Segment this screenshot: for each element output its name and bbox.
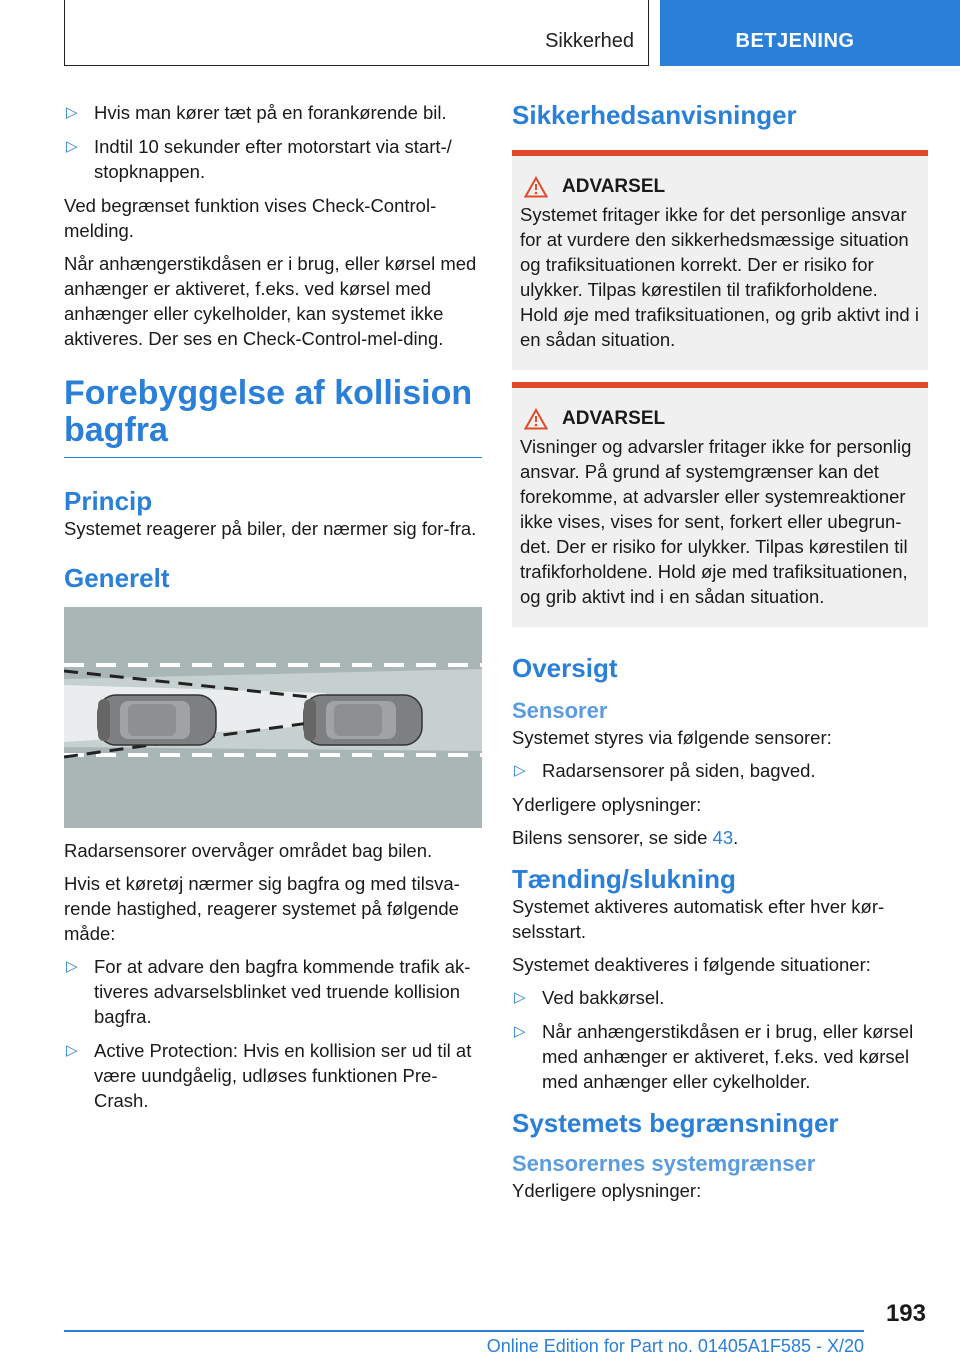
road-illustration-icon — [64, 607, 482, 828]
section-heading-overview: Oversigt — [512, 653, 618, 683]
bullet-list-deactivation — [512, 985, 928, 1094]
header-section: Sikkerhed — [545, 30, 634, 52]
triangle-bullet-icon: ▷ — [66, 138, 78, 155]
section-heading: Forebyggelse af kollision bagfra — [64, 375, 482, 458]
triangle-bullet-icon: ▷ — [514, 762, 526, 779]
list-item: ▷ Indtil 10 sekunder efter motorstart via start-/ stopknappen. — [66, 136, 452, 182]
footer-edition: Online Edition for Part no. 01405A1F585 - X/20 — [486, 1336, 864, 1356]
warning-header — [524, 176, 920, 198]
paragraph: Systemet aktiveres automatisk efter hver kør-selsstart. — [512, 896, 885, 942]
bullet-list-2 — [64, 954, 482, 1113]
paragraph: Systemet reagerer på biler, der nærmer sig for-fra. — [64, 518, 477, 539]
warning-text: Visninger og advarsler fritager ikke for personlig ansvar. På grund af systemgrænser kan det forekomme, at advarsler eller systemreaktioner ikke vises, vises for sent, forkert eller ubegrun-det. Der er risiko for ulykker. Tilpas kørestilen til trafikforholdene. Hold øje med trafiksituationen, og grib aktivt ind i en sådan situation. — [520, 436, 912, 607]
list-item: ▷ For at advare den bagfra kommende trafik ak-tiveres advarselsblinket ved truende kollision bagfra. — [66, 956, 471, 1027]
list-item: ▷ Hvis man kører tæt på en forankørende bil. — [66, 102, 447, 123]
list-item: ▷ Når anhængerstikdåsen er i brug, eller kørsel med anhænger er aktiveret, f.eks. ved kørsel med anhænger eller cykelholder. — [514, 1021, 914, 1092]
paragraph: Yderligere oplysninger: — [512, 1180, 702, 1201]
section-heading-ignition: Tænding/slukning — [512, 864, 736, 894]
paragraph: Radarsensorer overvåger området bag bilen. — [64, 840, 433, 861]
page-number: 193 — [885, 1300, 926, 1327]
triangle-bullet-icon: ▷ — [514, 1023, 526, 1040]
paragraph: Ved begrænset funktion vises Check-Control-melding. — [64, 195, 437, 241]
paragraph: Systemet styres via følgende sensorer: — [512, 727, 832, 748]
header-box — [64, 0, 649, 66]
warning-triangle-icon — [524, 408, 548, 430]
paragraph: Systemet deaktiveres i følgende situationer: — [512, 954, 871, 975]
warning-header — [524, 408, 920, 430]
paragraph: Hvis et køretøj nærmer sig bagfra og med tilsva-rende hastighed, reagerer systemet på følgende måde: — [64, 873, 460, 944]
footer-divider — [64, 1330, 864, 1332]
header-tab-label: BETJENING — [735, 30, 855, 52]
section-heading-safety: Sikkerhedsanvisninger — [512, 100, 797, 130]
header-tab[interactable] — [660, 0, 960, 66]
section-heading-limits: Systemets begrænsninger — [512, 1108, 839, 1138]
bullet-list-sensors — [512, 758, 928, 783]
paragraph: Når anhængerstikdåsen er i brug, eller kørsel med anhænger er aktiveret, f.eks. ved kørsel med anhænger eller cykelholder, kan systemet ikke aktiveres. Der ses en Check-Control-mel-ding. — [64, 253, 477, 349]
triangle-bullet-icon: ▷ — [66, 104, 78, 121]
paragraph-page-ref: Bilens sensorer, se side 43. — [512, 827, 739, 848]
list-item: ▷ Ved bakkørsel. — [514, 987, 665, 1008]
warning-triangle-icon — [524, 176, 548, 198]
right-column — [512, 100, 928, 1211]
warning-box — [512, 150, 928, 370]
subsection-heading: Generelt — [64, 563, 170, 593]
warning-text: Systemet fritager ikke for det personlige ansvar for at vurdere den sikkerhedsmæssige situation og trafiksituationen korrekt. Der er risiko for ulykker. Tilpas kørestilen til trafikforholdene. Hold øje med trafiksituationen, og grib aktivt ind i en sådan situation. — [520, 204, 919, 350]
warning-label: ADVARSEL — [562, 408, 666, 429]
list-item: ▷ Radarsensorer på siden, bagved. — [514, 760, 816, 781]
left-column — [64, 100, 482, 1122]
paragraph: Yderligere oplysninger: — [512, 794, 702, 815]
warning-label: ADVARSEL — [562, 176, 666, 197]
illustration-rear-radar — [64, 607, 482, 828]
triangle-bullet-icon: ▷ — [514, 989, 526, 1006]
subsection-heading: Princip — [64, 486, 153, 516]
list-item: ▷ Active Protection: Hvis en kollision ser ud til at være uundgåelig, udløses funktionen Pre-Crash. — [66, 1040, 472, 1111]
page-link[interactable]: 43 — [712, 827, 734, 848]
triangle-bullet-icon: ▷ — [66, 1042, 78, 1059]
warning-box — [512, 382, 928, 627]
subsection-heading-sensors: Sensorer — [512, 698, 608, 723]
bullet-list-1 — [64, 100, 482, 184]
triangle-bullet-icon: ▷ — [66, 958, 78, 975]
subsection-heading-sensor-limits: Sensorernes systemgrænser — [512, 1151, 816, 1176]
